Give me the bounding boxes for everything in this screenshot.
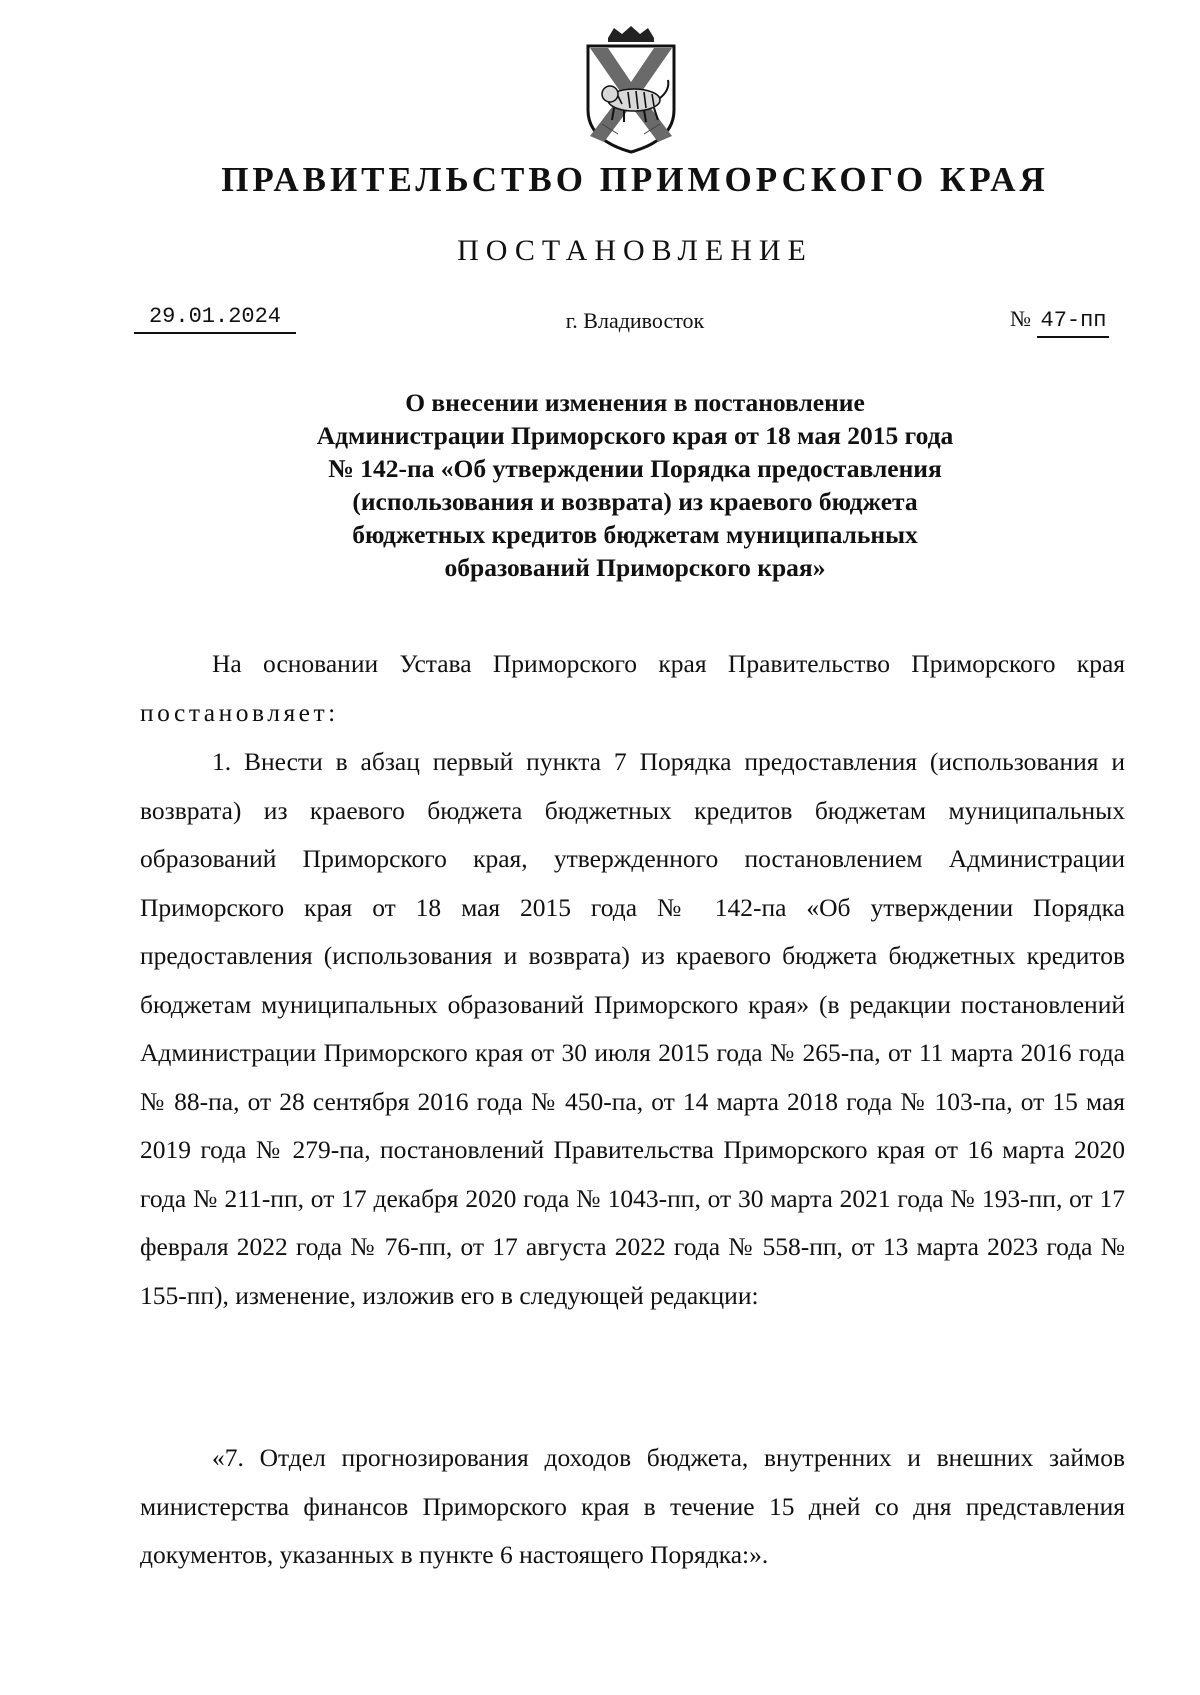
document-number (1010, 306, 1109, 333)
document-type: ПОСТАНОВЛЕНИЕ (457, 234, 813, 267)
document-date: 29.01.2024 (134, 304, 296, 334)
coat-of-arms-emblem (578, 24, 684, 154)
basis-paragraph (140, 640, 1125, 737)
document-number-prefix: № (1010, 306, 1031, 331)
heading-line: Администрации Приморского края от 18 мая 2015 года (316, 421, 954, 450)
document-city: г. Владивосток (565, 308, 705, 333)
heading-line: № 142-па «Об утверждении Порядка предоставления (328, 454, 942, 483)
document-meta-row (0, 304, 1200, 344)
basis-text: На основании Устава Приморского края Правительство Приморского края (212, 649, 1125, 678)
item-1-paragraph: 1. Внести в абзац первый пункта 7 Порядка предоставления (использования и возврата) из краевого бюджета бюджетных кредитов бюджетам муниципальных образований Приморского края, утвержденного постановлением Администрации Приморского края от 18 мая 2015 года № 142-па «Об утверждении Порядка предоставления (использования и возврата) из краевого бюджета бюджетных кредитов бюджетам муниципальных образований Приморского края» (в редакции постановлений Администрации Приморского края от 30 июля 2015 года № 265-па, от 11 марта 2016 года № 88-па, от 28 сентября 2016 года № 450-па, от 14 марта 2018 года № 103-па, от 15 мая 2019 года № 279-па, постановлений Правительства Приморского края от 16 марта 2020 года № 211-пп, от 17 декабря 2020 года № 1043-пп, от 30 марта 2021 года № 193-пп, от 17 февраля 2022 года № 76-пп, от 17 августа 2022 года № 558-пп, от 13 марта 2023 года № 155-пп), изменение, изложив его в следующей редакции: (140, 747, 1125, 1310)
document-heading (180, 386, 1090, 584)
heading-line: О внесении изменения в постановление (405, 388, 865, 417)
document-number-value: 47-пп (1037, 308, 1109, 338)
heading-line: образований Приморского края» (444, 553, 826, 582)
decree-word: постановляет: (140, 697, 339, 727)
heading-line: (использования и возврата) из краевого бюджета (352, 487, 918, 516)
heading-line: бюджетных кредитов бюджетам муниципальных (352, 520, 918, 549)
quoted-item-7-paragraph: «7. Отдел прогнозирования доходов бюджета, внутренних и внешних займов министерства финансов Приморского края в течение 15 дней со дня представления документов, указанных в пункте 6 настоящего Порядка:». (140, 1443, 1125, 1569)
government-title: ПРАВИТЕЛЬСТВО ПРИМОРСКОГО КРАЯ (221, 160, 1049, 199)
